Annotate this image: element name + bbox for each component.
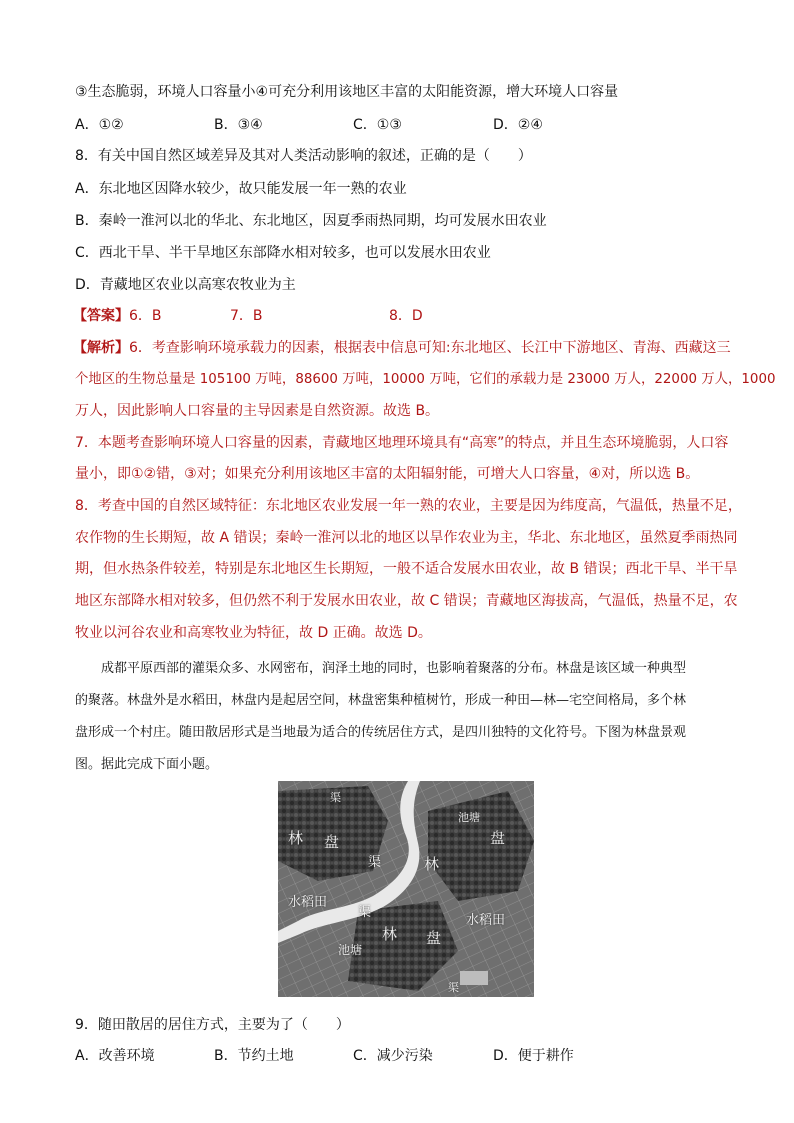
map-label-lin-3: 林 bbox=[382, 925, 398, 943]
q9-stem: 9．随田散居的居住方式，主要为了（ ） bbox=[75, 1017, 350, 1033]
q7-option-b: B．③④ bbox=[214, 117, 263, 133]
map-label-rice-1: 水稻田 bbox=[288, 895, 328, 910]
analysis-line-4: 7．本题考查影响环境人口容量的因素，青藏地区地理环境具有“高寒”的特点，并且生态环境脆弱，人口容 bbox=[75, 435, 729, 451]
map-label-lin-2: 林 bbox=[424, 855, 440, 873]
passage-line-2: 的聚落。林盘外是水稻田，林盘内是起居空间，林盘密集种植树竹，形成一种田—林—宅空间格局，多个林 bbox=[75, 693, 687, 708]
map-label-lin-1: 林 bbox=[288, 829, 304, 847]
map-label-rice-2: 水稻田 bbox=[466, 913, 506, 928]
analysis-line-1: 【解析】6．考查影响环境承载力的因素，根据表中信息可知:东北地区、长江中下游地区、青海、西藏这三 bbox=[73, 340, 731, 356]
analysis-line-7: 农作物的生长期短，故 A 错误；秦岭一淮河以北的地区以旱作农业为主，华北、东北地区，虽然夏季雨热同 bbox=[75, 530, 738, 546]
q8-option-c: C．西北干旱、半干旱地区东部降水相对较多，也可以发展水田农业 bbox=[75, 245, 491, 261]
analysis-line-9: 地区东部降水相对较多，但仍然不利于发展水田农业，故 C 错误；青藏地区海拔高，气温低，热量不足，农 bbox=[75, 593, 738, 609]
q9-option-d: D．便于耕作 bbox=[493, 1048, 574, 1064]
passage-line-4: 图。据此完成下面小题。 bbox=[75, 757, 219, 772]
pond bbox=[460, 971, 488, 985]
map-label-canal-top: 渠 bbox=[330, 791, 341, 804]
answer-label: 【答案】 bbox=[73, 308, 129, 324]
q7-option-d: D．②④ bbox=[493, 117, 543, 133]
map-graphic bbox=[278, 781, 534, 997]
map-label-pan-3: 盘 bbox=[426, 929, 442, 947]
analysis-line-5: 量小，即①②错，③对；如果充分利用该地区丰富的太阳辐射能，可增大人口容量，④对，所以选 B。 bbox=[75, 466, 700, 482]
q9-option-b: B．节约土地 bbox=[214, 1048, 294, 1064]
q8-option-a: A．东北地区因降水较少，故只能发展一年一熟的农业 bbox=[75, 181, 407, 197]
q8-stem: 8．有关中国自然区域差异及其对人类活动影响的叙述，正确的是（ ） bbox=[75, 148, 532, 164]
map-label-pond: 池塘 bbox=[338, 943, 363, 957]
map-label-river: 池塘 bbox=[458, 811, 480, 824]
q9-options bbox=[75, 1046, 574, 1066]
answer-8: 8．D bbox=[389, 308, 423, 324]
q8-option-b: B．秦岭一淮河以北的华北、东北地区，因夏季雨热同期，均可发展水田农业 bbox=[75, 213, 547, 229]
analysis-label: 【解析】 bbox=[73, 340, 129, 356]
map-label-pan-2: 盘 bbox=[490, 829, 506, 847]
map-label-pan-1: 盘 bbox=[324, 833, 340, 851]
q7-statement-tail: ③生态脆弱，环境人口容量小④可充分利用该地区丰富的太阳能资源，增大环境人口容量 bbox=[75, 84, 619, 100]
analysis-line-2: 个地区的生物总量是 105100 万吨，88600 万吨，10000 万吨，它们的承载力是 23000 万人，22000 万人，1000 bbox=[75, 372, 776, 387]
analysis-line-6: 8．考查中国的自然区域特征：东北地区农业发展一年一熟的农业，主要是因为纬度高，气温低，热量不足， bbox=[75, 498, 742, 514]
linpan-landscape-map bbox=[278, 781, 534, 997]
q7-options bbox=[75, 115, 543, 135]
answer-row bbox=[73, 306, 423, 326]
passage-line-1: 成都平原西部的灌渠众多、水网密布，润泽土地的同时，也影响着聚落的分布。林盘是该区域一种典型 bbox=[101, 661, 687, 676]
map-label-bottom-canal: 渠 bbox=[448, 981, 459, 994]
analysis-line-3: 万人，因此影响人口容量的主导因素是自然资源。故选 B。 bbox=[75, 403, 440, 419]
q8-option-d: D．青藏地区农业以高寒农牧业为主 bbox=[75, 277, 296, 293]
answer-6: 6．B bbox=[129, 308, 162, 324]
passage-line-3: 盘形成一个村庄。随田散居形式是当地最为适合的传统居住方式，是四川独特的文化符号。下图为林盘景观 bbox=[75, 725, 687, 740]
analysis-line-10: 牧业以河谷农业和高寒牧业为特征，故 D 正确。故选 D。 bbox=[75, 625, 432, 641]
map-label-canal: 渠 bbox=[358, 905, 372, 920]
map-label-canal-2: 渠 bbox=[368, 855, 382, 870]
analysis-line-8: 期，但水热条件较差，特别是东北地区生长期短，一般不适合发展水田农业，故 B 错误；西北干旱、半干旱 bbox=[75, 561, 738, 577]
passage bbox=[75, 653, 725, 781]
q9-option-a: A．改善环境 bbox=[75, 1048, 155, 1064]
q7-option-a: A．①② bbox=[75, 117, 124, 133]
q9-option-c: C．减少污染 bbox=[353, 1048, 433, 1064]
q7-option-c: C．①③ bbox=[353, 117, 402, 133]
answer-7: 7．B bbox=[230, 308, 263, 324]
